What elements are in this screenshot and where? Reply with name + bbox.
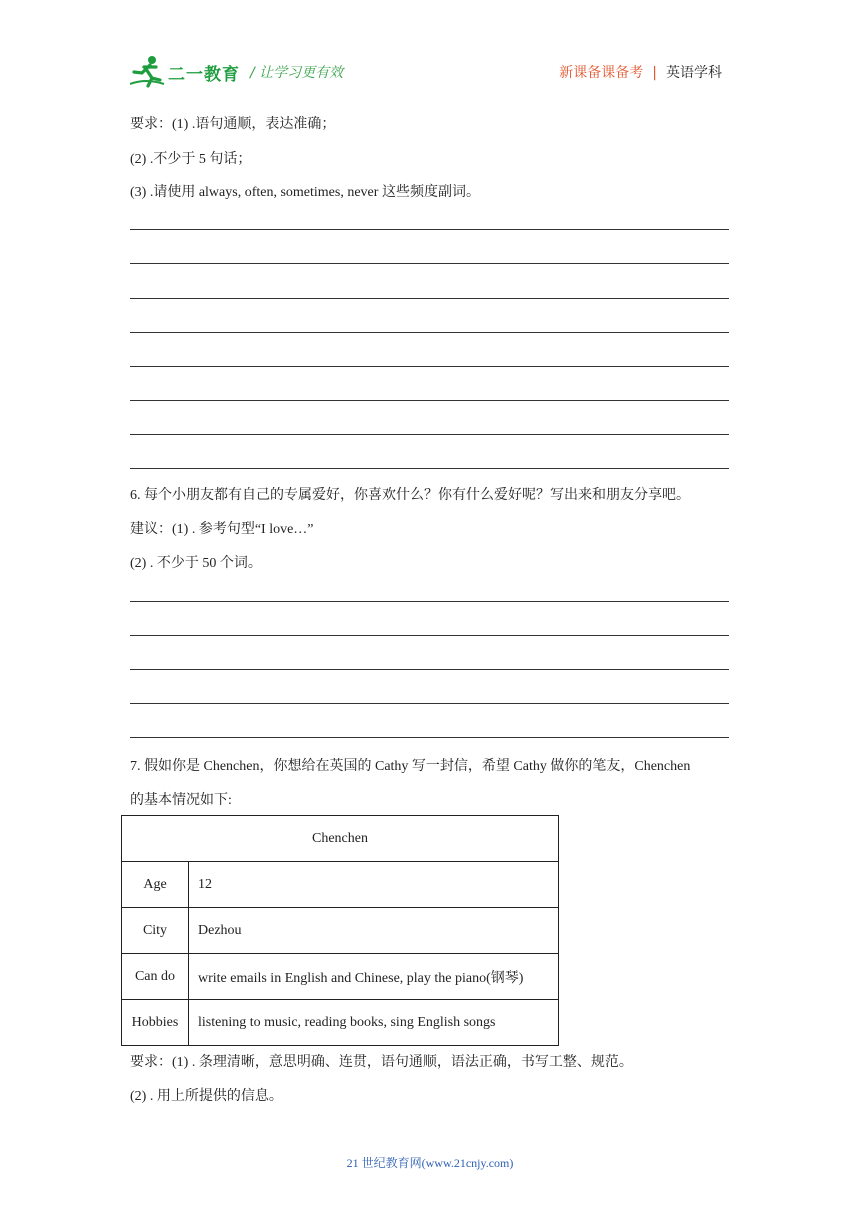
writing-line[interactable] — [130, 263, 729, 264]
table-key: Age — [122, 862, 189, 908]
table-value: Dezhou — [189, 908, 559, 954]
writing-line[interactable] — [130, 229, 729, 230]
writing-line[interactable] — [130, 737, 729, 738]
writing-line[interactable] — [130, 635, 729, 636]
table-key: Hobbies — [122, 1000, 189, 1046]
info-table — [121, 815, 559, 1046]
table-row — [122, 1000, 559, 1046]
logo-text: 二一教育 — [168, 65, 240, 85]
writing-line[interactable] — [130, 669, 729, 670]
table-row — [122, 954, 559, 1000]
table-row — [122, 908, 559, 954]
q7-requirement-1: 要求：(1) . 条理清晰，意思明确、连贯，语句通顺，语法正确，书写工整、规范。 — [130, 1055, 633, 1070]
table-title: Chenchen — [122, 816, 559, 862]
table-row — [122, 862, 559, 908]
header-separator: | — [652, 65, 657, 81]
table-key: City — [122, 908, 189, 954]
running-figure-icon — [130, 54, 166, 88]
header-subject: 英语学科 — [666, 65, 722, 81]
q5-requirement-1: 要求：(1) .语句通顺，表达准确； — [130, 117, 336, 132]
writing-line[interactable] — [130, 298, 729, 299]
writing-line[interactable] — [130, 703, 729, 704]
q5-requirement-3: (3) .请使用 always, often, sometimes, never 这些频度副词。 — [130, 185, 480, 200]
table-value: 12 — [189, 862, 559, 908]
writing-line[interactable] — [130, 366, 729, 367]
q6-prompt: 6. 每个小朋友都有自己的专属爱好，你喜欢什么？你有什么爱好呢？写出来和朋友分享吧。 — [130, 488, 690, 503]
footer-link[interactable]: 21 世纪教育网(www.21cnjy.com) — [346, 1156, 514, 1170]
logo — [130, 54, 250, 90]
writing-line[interactable] — [130, 468, 729, 469]
writing-line[interactable] — [130, 332, 729, 333]
table-key: Can do — [122, 954, 189, 1000]
q7-prompt-line-2: 的基本情况如下: — [130, 793, 232, 808]
table-header-row — [122, 816, 559, 862]
q7-prompt-line-1: 7. 假如你是 Chenchen，你想给在英国的 Cathy 写一封信，希望 Cathy 做你的笔友，Chenchen — [130, 759, 691, 774]
slogan: / 让学习更有效 — [250, 65, 344, 81]
q6-tip-2: (2) . 不少于 50 个词。 — [130, 556, 262, 571]
header-course-label: 新课备课备考 — [559, 65, 644, 81]
table-value: write emails in English and Chinese, play the piano(钢琴) — [189, 954, 559, 1000]
writing-line[interactable] — [130, 601, 729, 602]
page-header — [0, 0, 860, 100]
q6-tip-1: 建议：(1) . 参考句型“I love…” — [130, 522, 314, 537]
writing-line[interactable] — [130, 400, 729, 401]
q7-requirement-2: (2) . 用上所提供的信息。 — [130, 1089, 283, 1104]
table-value: listening to music, reading books, sing English songs — [189, 1000, 559, 1046]
q5-requirement-2: (2) .不少于 5 句话； — [130, 152, 252, 167]
writing-line[interactable] — [130, 434, 729, 435]
header-right — [559, 62, 722, 82]
